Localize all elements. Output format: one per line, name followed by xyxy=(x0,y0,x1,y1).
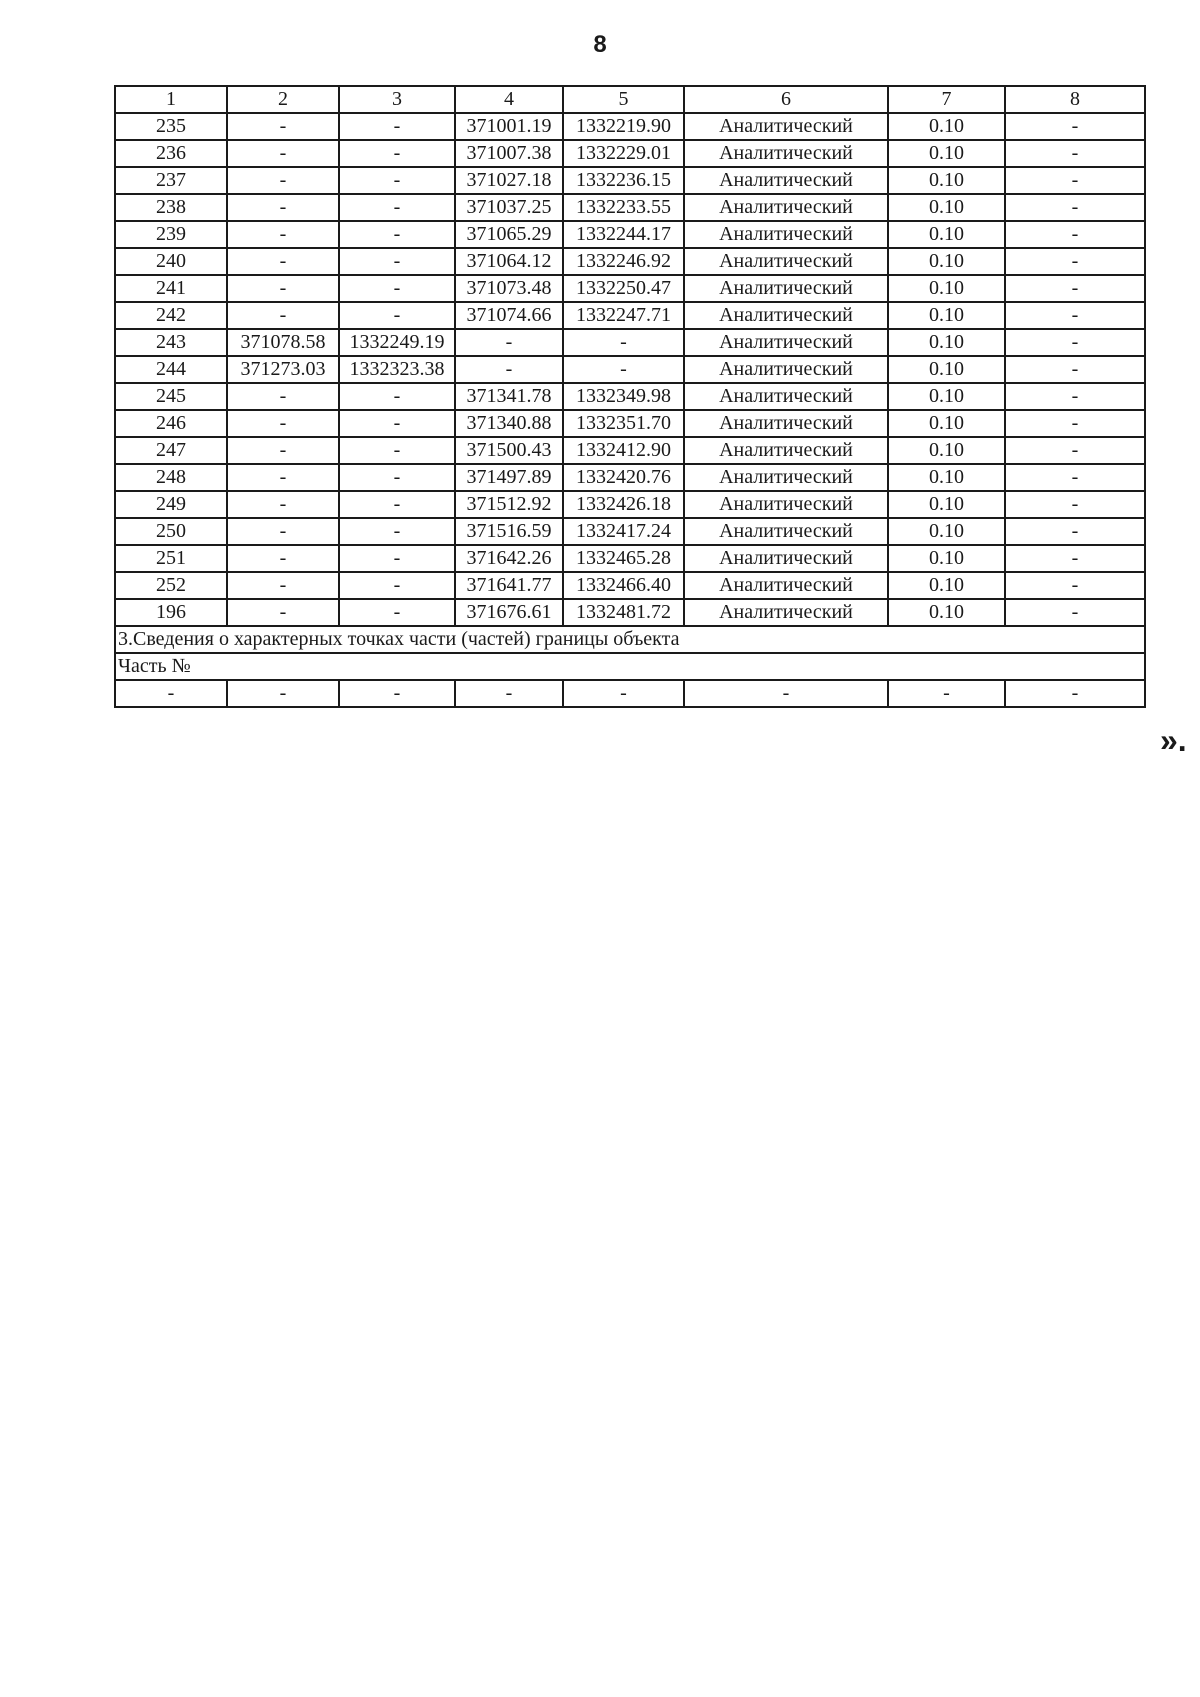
description-cell: - xyxy=(1005,275,1145,302)
new-x-cell: 371073.48 xyxy=(455,275,563,302)
existing-x-cell: - xyxy=(227,248,339,275)
description-cell: - xyxy=(1005,518,1145,545)
method-cell: Аналитический xyxy=(684,167,888,194)
point-number-cell: 236 xyxy=(115,140,227,167)
existing-y-cell: - xyxy=(339,437,455,464)
description-cell: - xyxy=(1005,248,1145,275)
table-row xyxy=(115,464,1145,491)
method-cell: Аналитический xyxy=(684,275,888,302)
empty-cell: - xyxy=(888,680,1005,707)
table-row xyxy=(115,599,1145,626)
method-cell: Аналитический xyxy=(684,329,888,356)
empty-cell: - xyxy=(455,680,563,707)
new-x-cell: 371074.66 xyxy=(455,302,563,329)
accuracy-cell: 0.10 xyxy=(888,572,1005,599)
point-number-cell: 243 xyxy=(115,329,227,356)
table-row xyxy=(115,545,1145,572)
new-x-cell: 371500.43 xyxy=(455,437,563,464)
point-number-cell: 196 xyxy=(115,599,227,626)
new-y-cell: 1332219.90 xyxy=(563,113,684,140)
empty-part-row xyxy=(115,680,1145,707)
table-row xyxy=(115,275,1145,302)
table-row xyxy=(115,329,1145,356)
method-cell: Аналитический xyxy=(684,221,888,248)
new-y-cell: 1332236.15 xyxy=(563,167,684,194)
header-row xyxy=(115,86,1145,113)
description-cell: - xyxy=(1005,464,1145,491)
point-number-cell: 235 xyxy=(115,113,227,140)
new-x-cell: - xyxy=(455,356,563,383)
accuracy-cell: 0.10 xyxy=(888,437,1005,464)
empty-cell: - xyxy=(563,680,684,707)
accuracy-cell: 0.10 xyxy=(888,356,1005,383)
new-x-cell: 371065.29 xyxy=(455,221,563,248)
new-x-cell: 371037.25 xyxy=(455,194,563,221)
table-row xyxy=(115,194,1145,221)
point-number-cell: 240 xyxy=(115,248,227,275)
description-cell: - xyxy=(1005,113,1145,140)
accuracy-cell: 0.10 xyxy=(888,518,1005,545)
header-cell: 4 xyxy=(455,86,563,113)
new-y-cell: 1332229.01 xyxy=(563,140,684,167)
part-label: Часть № xyxy=(115,653,1145,680)
existing-y-cell: - xyxy=(339,572,455,599)
method-cell: Аналитический xyxy=(684,410,888,437)
accuracy-cell: 0.10 xyxy=(888,599,1005,626)
point-number-cell: 246 xyxy=(115,410,227,437)
table-row xyxy=(115,572,1145,599)
point-number-cell: 249 xyxy=(115,491,227,518)
existing-x-cell: - xyxy=(227,410,339,437)
new-x-cell: 371642.26 xyxy=(455,545,563,572)
existing-x-cell: - xyxy=(227,275,339,302)
page-number: 8 xyxy=(593,31,607,58)
point-number-cell: 238 xyxy=(115,194,227,221)
existing-y-cell: - xyxy=(339,464,455,491)
method-cell: Аналитический xyxy=(684,140,888,167)
existing-y-cell: - xyxy=(339,140,455,167)
description-cell: - xyxy=(1005,383,1145,410)
new-y-cell: 1332349.98 xyxy=(563,383,684,410)
description-cell: - xyxy=(1005,167,1145,194)
new-x-cell: 371340.88 xyxy=(455,410,563,437)
method-cell: Аналитический xyxy=(684,356,888,383)
existing-y-cell: - xyxy=(339,248,455,275)
description-cell: - xyxy=(1005,410,1145,437)
existing-x-cell: - xyxy=(227,167,339,194)
description-cell: - xyxy=(1005,302,1145,329)
new-y-cell: 1332417.24 xyxy=(563,518,684,545)
accuracy-cell: 0.10 xyxy=(888,221,1005,248)
description-cell: - xyxy=(1005,545,1145,572)
existing-x-cell: - xyxy=(227,113,339,140)
accuracy-cell: 0.10 xyxy=(888,275,1005,302)
method-cell: Аналитический xyxy=(684,464,888,491)
header-cell: 5 xyxy=(563,86,684,113)
accuracy-cell: 0.10 xyxy=(888,113,1005,140)
table-row xyxy=(115,302,1145,329)
new-y-cell: 1332351.70 xyxy=(563,410,684,437)
new-x-cell: 371007.38 xyxy=(455,140,563,167)
point-number-cell: 251 xyxy=(115,545,227,572)
accuracy-cell: 0.10 xyxy=(888,383,1005,410)
table-row xyxy=(115,221,1145,248)
existing-x-cell: - xyxy=(227,302,339,329)
point-number-cell: 242 xyxy=(115,302,227,329)
description-cell: - xyxy=(1005,491,1145,518)
existing-x-cell: - xyxy=(227,464,339,491)
table-row xyxy=(115,248,1145,275)
description-cell: - xyxy=(1005,437,1145,464)
point-number-cell: 247 xyxy=(115,437,227,464)
empty-cell: - xyxy=(115,680,227,707)
new-y-cell: 1332412.90 xyxy=(563,437,684,464)
accuracy-cell: 0.10 xyxy=(888,329,1005,356)
new-x-cell: 371512.92 xyxy=(455,491,563,518)
new-y-cell: - xyxy=(563,356,684,383)
method-cell: Аналитический xyxy=(684,302,888,329)
header-cell: 1 xyxy=(115,86,227,113)
point-number-cell: 241 xyxy=(115,275,227,302)
description-cell: - xyxy=(1005,599,1145,626)
new-x-cell: 371001.19 xyxy=(455,113,563,140)
header-cell: 8 xyxy=(1005,86,1145,113)
accuracy-cell: 0.10 xyxy=(888,248,1005,275)
existing-x-cell: - xyxy=(227,383,339,410)
new-x-cell: 371064.12 xyxy=(455,248,563,275)
description-cell: - xyxy=(1005,221,1145,248)
existing-x-cell: - xyxy=(227,491,339,518)
table-row xyxy=(115,356,1145,383)
existing-y-cell: - xyxy=(339,518,455,545)
new-y-cell: 1332244.17 xyxy=(563,221,684,248)
point-number-cell: 250 xyxy=(115,518,227,545)
existing-x-cell: - xyxy=(227,221,339,248)
section3-title-row xyxy=(115,626,1145,653)
existing-y-cell: - xyxy=(339,599,455,626)
method-cell: Аналитический xyxy=(684,518,888,545)
empty-cell: - xyxy=(339,680,455,707)
table-body xyxy=(115,86,1145,707)
existing-x-cell: - xyxy=(227,599,339,626)
existing-x-cell: - xyxy=(227,140,339,167)
existing-y-cell: - xyxy=(339,113,455,140)
existing-y-cell: - xyxy=(339,302,455,329)
method-cell: Аналитический xyxy=(684,599,888,626)
point-number-cell: 248 xyxy=(115,464,227,491)
empty-cell: - xyxy=(1005,680,1145,707)
part-label-row xyxy=(115,653,1145,680)
existing-y-cell: - xyxy=(339,383,455,410)
new-x-cell: 371497.89 xyxy=(455,464,563,491)
empty-cell: - xyxy=(227,680,339,707)
method-cell: Аналитический xyxy=(684,113,888,140)
point-number-cell: 244 xyxy=(115,356,227,383)
existing-y-cell: 1332323.38 xyxy=(339,356,455,383)
header-cell: 3 xyxy=(339,86,455,113)
method-cell: Аналитический xyxy=(684,545,888,572)
header-cell: 6 xyxy=(684,86,888,113)
table-row xyxy=(115,518,1145,545)
existing-y-cell: - xyxy=(339,410,455,437)
new-y-cell: 1332247.71 xyxy=(563,302,684,329)
new-y-cell: 1332233.55 xyxy=(563,194,684,221)
existing-y-cell: - xyxy=(339,221,455,248)
new-x-cell: 371676.61 xyxy=(455,599,563,626)
existing-x-cell: - xyxy=(227,518,339,545)
new-x-cell: 371027.18 xyxy=(455,167,563,194)
accuracy-cell: 0.10 xyxy=(888,491,1005,518)
existing-y-cell: - xyxy=(339,491,455,518)
new-y-cell: 1332466.40 xyxy=(563,572,684,599)
description-cell: - xyxy=(1005,194,1145,221)
existing-y-cell: - xyxy=(339,194,455,221)
new-y-cell: 1332481.72 xyxy=(563,599,684,626)
new-x-cell: 371341.78 xyxy=(455,383,563,410)
description-cell: - xyxy=(1005,356,1145,383)
existing-x-cell: - xyxy=(227,437,339,464)
new-y-cell: - xyxy=(563,329,684,356)
description-cell: - xyxy=(1005,140,1145,167)
description-cell: - xyxy=(1005,572,1145,599)
new-x-cell: 371516.59 xyxy=(455,518,563,545)
table-row xyxy=(115,410,1145,437)
accuracy-cell: 0.10 xyxy=(888,302,1005,329)
existing-y-cell: 1332249.19 xyxy=(339,329,455,356)
accuracy-cell: 0.10 xyxy=(888,464,1005,491)
existing-y-cell: - xyxy=(339,545,455,572)
section3-title: 3.Сведения о характерных точках части (частей) границы объекта xyxy=(115,626,1145,653)
accuracy-cell: 0.10 xyxy=(888,140,1005,167)
existing-x-cell: 371273.03 xyxy=(227,356,339,383)
table-row xyxy=(115,113,1145,140)
point-number-cell: 239 xyxy=(115,221,227,248)
table-row xyxy=(115,491,1145,518)
header-cell: 2 xyxy=(227,86,339,113)
table-row xyxy=(115,383,1145,410)
new-y-cell: 1332420.76 xyxy=(563,464,684,491)
existing-x-cell: - xyxy=(227,545,339,572)
point-number-cell: 252 xyxy=(115,572,227,599)
new-y-cell: 1332250.47 xyxy=(563,275,684,302)
empty-cell: - xyxy=(684,680,888,707)
method-cell: Аналитический xyxy=(684,248,888,275)
existing-y-cell: - xyxy=(339,275,455,302)
accuracy-cell: 0.10 xyxy=(888,167,1005,194)
accuracy-cell: 0.10 xyxy=(888,194,1005,221)
accuracy-cell: 0.10 xyxy=(888,545,1005,572)
closing-quote-mark: ». xyxy=(1160,722,1187,758)
description-cell: - xyxy=(1005,329,1145,356)
existing-x-cell: - xyxy=(227,194,339,221)
existing-x-cell: - xyxy=(227,572,339,599)
point-number-cell: 237 xyxy=(115,167,227,194)
characteristic-points-table xyxy=(114,85,1146,708)
new-x-cell: 371641.77 xyxy=(455,572,563,599)
new-y-cell: 1332246.92 xyxy=(563,248,684,275)
point-number-cell: 245 xyxy=(115,383,227,410)
new-x-cell: - xyxy=(455,329,563,356)
existing-y-cell: - xyxy=(339,167,455,194)
method-cell: Аналитический xyxy=(684,194,888,221)
method-cell: Аналитический xyxy=(684,383,888,410)
table-row xyxy=(115,140,1145,167)
table-row xyxy=(115,437,1145,464)
method-cell: Аналитический xyxy=(684,491,888,518)
table-row xyxy=(115,167,1145,194)
accuracy-cell: 0.10 xyxy=(888,410,1005,437)
new-y-cell: 1332426.18 xyxy=(563,491,684,518)
header-cell: 7 xyxy=(888,86,1005,113)
new-y-cell: 1332465.28 xyxy=(563,545,684,572)
existing-x-cell: 371078.58 xyxy=(227,329,339,356)
method-cell: Аналитический xyxy=(684,572,888,599)
method-cell: Аналитический xyxy=(684,437,888,464)
